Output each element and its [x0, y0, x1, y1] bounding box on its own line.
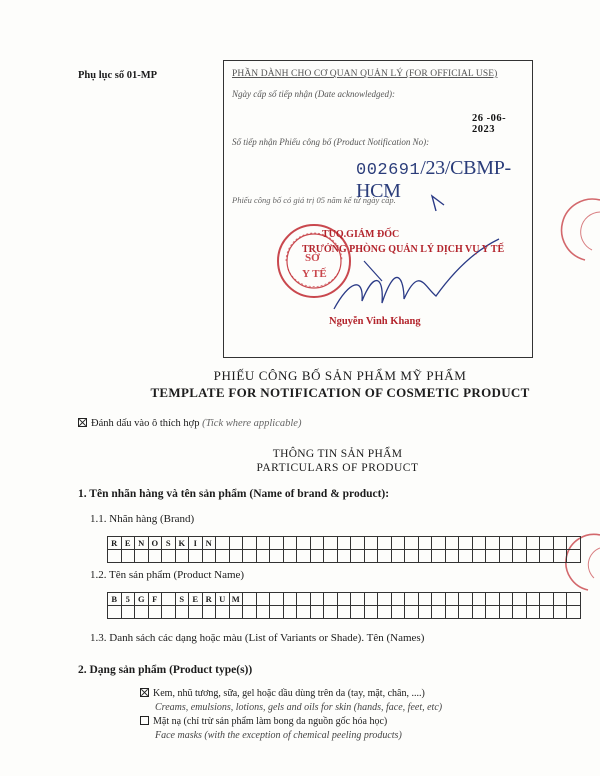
product-char-extra-cell[interactable]	[486, 606, 500, 619]
brand-char-cell[interactable]	[364, 537, 378, 550]
brand-char-cell[interactable]	[391, 537, 405, 550]
product-char-extra-cell[interactable]	[297, 606, 311, 619]
document-title-vi: PHIẾU CÔNG BỐ SẢN PHẨM MỸ PHẨM	[213, 368, 467, 383]
product-char-cell[interactable]	[499, 593, 513, 606]
product-char-extra-cell[interactable]	[351, 606, 365, 619]
product-char-cell[interactable]: R	[202, 593, 216, 606]
product-char-cell[interactable]	[432, 593, 446, 606]
brand-char-extra-cell[interactable]	[553, 550, 567, 563]
product-char-extra-cell[interactable]	[378, 606, 392, 619]
product-char-extra-cell[interactable]	[459, 606, 473, 619]
brand-char-cell[interactable]: S	[162, 537, 176, 550]
tick-example-checkbox	[78, 418, 87, 427]
product-char-extra-cell[interactable]	[405, 606, 419, 619]
brand-char-extra-cell[interactable]	[391, 550, 405, 563]
brand-char-extra-cell[interactable]	[243, 550, 257, 563]
brand-char-extra-cell[interactable]	[337, 550, 351, 563]
product-char-cell[interactable]: S	[175, 593, 189, 606]
brand-char-cell[interactable]	[553, 537, 567, 550]
brand-char-cell[interactable]	[351, 537, 365, 550]
brand-char-extra-cell[interactable]	[405, 550, 419, 563]
brand-char-cell[interactable]: N	[202, 537, 216, 550]
product-char-extra-cell[interactable]	[135, 606, 149, 619]
section-heading-en: PARTICULARS OF PRODUCT	[256, 462, 419, 474]
tick-instruction-vi: Đánh dấu vào ô thích hợp	[91, 418, 200, 429]
product-char-cell[interactable]	[162, 593, 176, 606]
product-char-cell[interactable]	[337, 593, 351, 606]
product-char-extra-cell[interactable]	[445, 606, 459, 619]
product-char-cell[interactable]	[297, 593, 311, 606]
brand-char-cell[interactable]	[324, 537, 338, 550]
creams-option-en: Creams, emulsions, lotions, gels and oils for skin (hands, face, feet, etc)	[155, 702, 443, 713]
product-char-extra-cell[interactable]	[310, 606, 324, 619]
product-char-cell[interactable]	[351, 593, 365, 606]
brand-char-extra-cell[interactable]	[162, 550, 176, 563]
product-char-extra-cell[interactable]	[432, 606, 446, 619]
product-char-extra-cell[interactable]	[283, 606, 297, 619]
brand-char-extra-cell[interactable]	[513, 550, 527, 563]
brand-char-extra-cell[interactable]	[567, 550, 581, 563]
brand-char-cell[interactable]	[256, 537, 270, 550]
product-char-cell[interactable]	[405, 593, 419, 606]
product-char-extra-cell[interactable]	[202, 606, 216, 619]
product-char-extra-cell[interactable]	[391, 606, 405, 619]
product-char-cell[interactable]	[310, 593, 324, 606]
brand-char-cell[interactable]: I	[189, 537, 203, 550]
product-char-cell[interactable]	[391, 593, 405, 606]
product-char-extra-cell[interactable]	[567, 606, 581, 619]
product-char-cell[interactable]	[418, 593, 432, 606]
brand-char-cell[interactable]	[405, 537, 419, 550]
product-type-option-masks[interactable]	[140, 716, 387, 727]
brand-char-extra-cell[interactable]	[175, 550, 189, 563]
product-char-cell[interactable]: E	[189, 593, 203, 606]
product-char-extra-cell[interactable]	[162, 606, 176, 619]
brand-char-cell[interactable]: O	[148, 537, 162, 550]
product-char-cell[interactable]: U	[216, 593, 230, 606]
brand-char-cell[interactable]	[216, 537, 230, 550]
brand-char-cell[interactable]	[445, 537, 459, 550]
brand-char-extra-cell[interactable]	[364, 550, 378, 563]
brand-char-extra-cell[interactable]	[445, 550, 459, 563]
product-char-cell[interactable]	[445, 593, 459, 606]
product-char-extra-cell[interactable]	[472, 606, 486, 619]
brand-char-grid[interactable]	[107, 536, 581, 563]
brand-char-extra-cell[interactable]	[256, 550, 270, 563]
tick-instruction-en: (Tick where applicable)	[202, 418, 302, 429]
brand-char-extra-cell[interactable]	[499, 550, 513, 563]
product-char-cell[interactable]	[459, 593, 473, 606]
creams-option-vi: Kem, nhũ tương, sữa, gel hoặc dầu dùng trên da (tay, mặt, chân, ....)	[153, 688, 425, 699]
brand-char-extra-cell[interactable]	[324, 550, 338, 563]
brand-char-cell[interactable]	[270, 537, 284, 550]
product-char-cell[interactable]	[324, 593, 338, 606]
brand-char-cell[interactable]	[243, 537, 257, 550]
svg-text:Y TẾ: Y TẾ	[302, 268, 327, 280]
product-char-extra-cell[interactable]	[256, 606, 270, 619]
brand-char-cell[interactable]	[513, 537, 527, 550]
product-char-extra-cell[interactable]	[337, 606, 351, 619]
brand-char-cell[interactable]	[297, 537, 311, 550]
brand-char-extra-cell[interactable]	[148, 550, 162, 563]
product-char-extra-cell[interactable]	[243, 606, 257, 619]
brand-char-extra-cell[interactable]	[135, 550, 149, 563]
product-char-extra-cell[interactable]	[418, 606, 432, 619]
product-type-option-creams[interactable]	[140, 688, 425, 699]
product-char-cell[interactable]	[270, 593, 284, 606]
signature-scribble	[304, 191, 504, 321]
product-char-cell[interactable]	[364, 593, 378, 606]
brand-char-cell[interactable]	[472, 537, 486, 550]
brand-char-cell[interactable]	[499, 537, 513, 550]
product-char-cell[interactable]: G	[135, 593, 149, 606]
brand-label: 1.1. Nhãn hàng (Brand)	[90, 513, 195, 525]
product-char-cell[interactable]	[378, 593, 392, 606]
brand-char-extra-cell[interactable]	[526, 550, 540, 563]
notification-number-suffix: /23/CBMP-HCM	[356, 157, 511, 202]
product-char-extra-cell[interactable]	[121, 606, 135, 619]
brand-char-extra-cell[interactable]	[283, 550, 297, 563]
product-name-label: 1.2. Tên sản phẩm (Product Name)	[90, 569, 245, 581]
brand-char-cell[interactable]: R	[108, 537, 122, 550]
product-char-cell[interactable]: 5	[121, 593, 135, 606]
product-char-extra-cell[interactable]	[540, 606, 554, 619]
brand-char-extra-cell[interactable]	[351, 550, 365, 563]
brand-char-extra-cell[interactable]	[418, 550, 432, 563]
brand-char-extra-cell[interactable]	[189, 550, 203, 563]
brand-char-cell[interactable]	[283, 537, 297, 550]
brand-char-extra-cell[interactable]	[432, 550, 446, 563]
date-acknowledged-label: Ngày cấp số tiếp nhận (Date acknowledged):	[232, 89, 395, 99]
brand-char-extra-cell[interactable]	[270, 550, 284, 563]
signer-title-line-1: TUQ.GIÁM ĐỐC	[322, 229, 400, 240]
product-char-cell[interactable]	[567, 593, 581, 606]
product-char-cell[interactable]: M	[229, 593, 243, 606]
tick-instruction	[78, 418, 301, 429]
validity-note: Phiếu công bố có giá trị 05 năm kể từ ngày cấp.	[232, 195, 396, 205]
product-name-char-grid[interactable]	[107, 592, 581, 619]
brand-char-extra-cell[interactable]	[121, 550, 135, 563]
brand-char-cell[interactable]	[432, 537, 446, 550]
notification-number-label: Số tiếp nhận Phiếu công bố (Product Notification No):	[232, 137, 430, 147]
brand-char-cell[interactable]	[459, 537, 473, 550]
brand-char-cell[interactable]	[567, 537, 581, 550]
brand-char-cell[interactable]	[337, 537, 351, 550]
product-char-cell[interactable]: F	[148, 593, 162, 606]
svg-text:SỞ: SỞ	[305, 252, 320, 264]
date-acknowledged-value: 26 -06- 2023	[472, 113, 507, 135]
product-char-cell[interactable]	[526, 593, 540, 606]
masks-option-en: Face masks (with the exception of chemical peeling products)	[155, 730, 402, 741]
brand-char-cell[interactable]: K	[175, 537, 189, 550]
brand-char-extra-cell[interactable]	[216, 550, 230, 563]
brand-char-extra-cell[interactable]	[486, 550, 500, 563]
brand-char-cell[interactable]	[418, 537, 432, 550]
brand-char-cell[interactable]	[540, 537, 554, 550]
product-char-extra-cell[interactable]	[364, 606, 378, 619]
brand-char-cell[interactable]: E	[121, 537, 135, 550]
product-char-extra-cell[interactable]	[324, 606, 338, 619]
brand-char-cell[interactable]	[486, 537, 500, 550]
brand-char-extra-cell[interactable]	[378, 550, 392, 563]
brand-char-extra-cell[interactable]	[540, 550, 554, 563]
product-char-extra-cell[interactable]	[526, 606, 540, 619]
product-char-extra-cell[interactable]	[553, 606, 567, 619]
creams-checkbox-checked[interactable]	[140, 688, 149, 697]
product-char-cell[interactable]	[486, 593, 500, 606]
section-heading-vi: THÔNG TIN SẢN PHẨM	[272, 448, 403, 460]
product-char-extra-cell[interactable]	[499, 606, 513, 619]
product-char-cell[interactable]	[540, 593, 554, 606]
document-title-en: TEMPLATE FOR NOTIFICATION OF COSMETIC PRODUCT	[150, 385, 530, 400]
variants-label: 1.3. Danh sách các dạng hoặc màu (List of Variants or Shade). Tên (Names)	[90, 632, 425, 644]
product-char-extra-cell[interactable]	[229, 606, 243, 619]
brand-char-cell[interactable]	[526, 537, 540, 550]
notification-number-code: 002691	[356, 161, 421, 180]
brand-char-cell[interactable]	[310, 537, 324, 550]
signer-title-line-2: TRƯỞNG PHÒNG QUẢN LÝ DỊCH VỤ Y TẾ	[302, 244, 505, 255]
product-char-cell[interactable]	[283, 593, 297, 606]
brand-char-extra-cell[interactable]	[108, 550, 122, 563]
brand-char-extra-cell[interactable]	[472, 550, 486, 563]
product-char-cell[interactable]	[256, 593, 270, 606]
signer-name: Nguyễn Vinh Khang	[329, 316, 421, 327]
product-char-extra-cell[interactable]	[108, 606, 122, 619]
product-char-extra-cell[interactable]	[148, 606, 162, 619]
product-char-extra-cell[interactable]	[513, 606, 527, 619]
brand-char-cell[interactable]	[378, 537, 392, 550]
brand-char-extra-cell[interactable]	[310, 550, 324, 563]
product-char-extra-cell[interactable]	[216, 606, 230, 619]
product-char-extra-cell[interactable]	[270, 606, 284, 619]
question-2-title: 2. Dạng sản phẩm (Product type(s))	[78, 664, 253, 676]
product-char-cell[interactable]	[243, 593, 257, 606]
product-char-extra-cell[interactable]	[175, 606, 189, 619]
question-1-title: 1. Tên nhãn hàng và tên sản phẩm (Name of brand & product):	[78, 488, 390, 500]
brand-char-extra-cell[interactable]	[297, 550, 311, 563]
official-use-header: PHẦN DÀNH CHO CƠ QUAN QUẢN LÝ (FOR OFFICIAL USE)	[232, 69, 498, 79]
brand-char-cell[interactable]: N	[135, 537, 149, 550]
product-char-cell[interactable]	[513, 593, 527, 606]
masks-checkbox-unchecked[interactable]	[140, 716, 149, 725]
brand-char-cell[interactable]	[229, 537, 243, 550]
masks-option-vi: Mặt nạ (chỉ trừ sản phẩm làm bong da nguồn gốc hóa học)	[153, 716, 388, 727]
appendix-label: Phụ lục số 01-MP	[78, 70, 158, 81]
product-char-cell[interactable]	[472, 593, 486, 606]
brand-char-extra-cell[interactable]	[459, 550, 473, 563]
brand-char-extra-cell[interactable]	[202, 550, 216, 563]
product-char-cell[interactable]	[553, 593, 567, 606]
official-use-box	[223, 60, 533, 358]
product-char-cell[interactable]: B	[108, 593, 122, 606]
product-char-extra-cell[interactable]	[189, 606, 203, 619]
brand-char-extra-cell[interactable]	[229, 550, 243, 563]
